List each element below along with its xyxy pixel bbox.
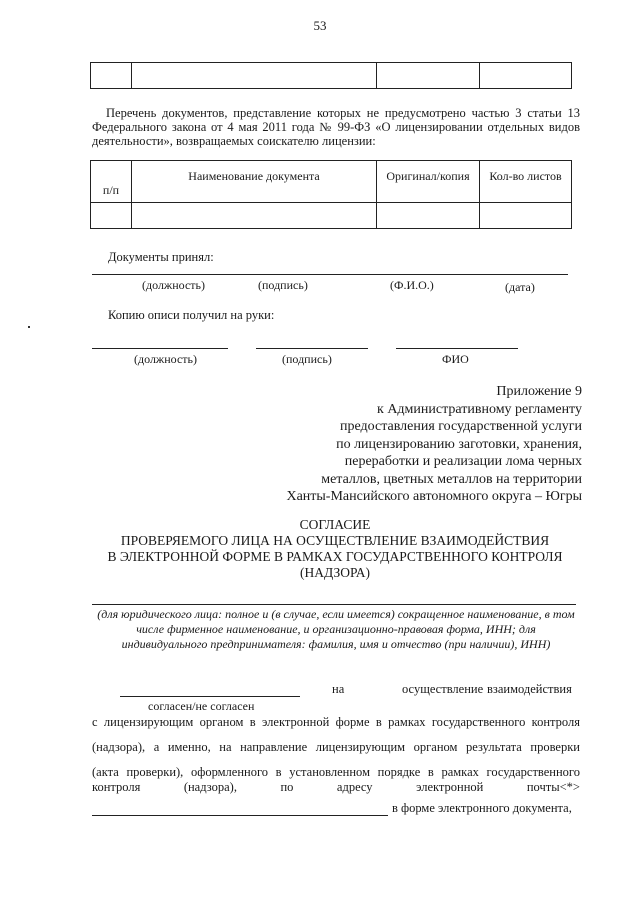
entity-note: (для юридического лица: полное и (в случае, если имеется) сокращенное наименование, в том числе фирменное наименование, и организационно-правовая форма, ИНН; для индивидуального предпринимателя: фамилия, имя и отчество (при наличии), ИНН) (97, 607, 575, 651)
table-cell (377, 203, 480, 229)
agree-line (120, 696, 300, 697)
appendix-line: Ханты-Мансийского автономного округа – Югры (286, 489, 582, 504)
copy-position-caption: (должность) (134, 352, 197, 366)
consent-body-line-5: в форме электронного документа, (392, 801, 572, 815)
accepted-fio-caption: (Ф.И.О.) (390, 278, 434, 292)
consent-title (90, 517, 580, 581)
table-cell (132, 63, 377, 89)
table-cell (91, 203, 132, 229)
table-cell (480, 203, 572, 229)
appendix-line: к Административному регламенту (377, 401, 582, 417)
word: почты<*> (526, 780, 580, 794)
consent-body-line: с лицензирующим органом в электронной форме в рамках государственного контроля (92, 715, 580, 729)
title-line: (НАДЗОРА) (299, 565, 371, 580)
top-table (90, 62, 572, 89)
word: адресу (336, 780, 373, 794)
copy-signature-line (256, 348, 368, 349)
table-cell (480, 63, 572, 89)
table-cell (91, 63, 132, 89)
word-na: на (332, 682, 345, 696)
title-line: В ЭЛЕКТРОННОЙ ФОРМЕ В РАМКАХ ГОСУДАРСТВЕННОГО КОНТРОЛЯ (107, 549, 563, 564)
word: контроля (92, 780, 141, 794)
entity-name-line (92, 604, 576, 605)
page-number: 53 (313, 18, 327, 33)
table-cell (377, 63, 480, 89)
appendix-header (286, 383, 582, 506)
appendix-line: предоставления государственной услуги (340, 419, 582, 434)
copy-fio-caption: ФИО (442, 352, 469, 366)
consent-body-line: (надзора), а именно, на направление лицензирующим органом результата проверки (92, 740, 580, 754)
col-num-header: п/п (91, 161, 132, 203)
word-interaction: взаимодействия (487, 682, 572, 696)
consent-body-line: (акта проверки), оформленного в установленном порядке в рамках государственного (92, 765, 580, 779)
agree-caption: согласен/не согласен (148, 699, 255, 713)
col-original-header: Оригинал/копия (377, 161, 480, 203)
accepted-signature-line (92, 274, 568, 275)
word-implementation: осуществление (402, 682, 484, 696)
word: электронной (416, 780, 484, 794)
accepted-date-caption: (дата) (505, 280, 535, 294)
accepted-label: Документы принял: (108, 250, 214, 264)
copy-received-label: Копию описи получил на руки: (108, 308, 275, 322)
accepted-signature-caption: (подпись) (258, 278, 308, 292)
consent-body-line-4 (92, 780, 580, 795)
accepted-position-caption: (должность) (142, 278, 205, 292)
copy-position-line (92, 348, 228, 349)
email-line (92, 815, 388, 816)
copy-signature-caption: (подпись) (282, 352, 332, 366)
word: (надзора), (183, 780, 237, 794)
title-line: ПРОВЕРЯЕМОГО ЛИЦА НА ОСУЩЕСТВЛЕНИЕ ВЗАИМОДЕЙСТВИЯ (120, 533, 550, 548)
appendix-line: металлов, цветных металлов на территории (321, 471, 582, 487)
title-line: СОГЛАСИЕ (299, 517, 371, 532)
col-name-header: Наименование документа (132, 161, 377, 203)
doc-list-paragraph: Перечень документов, представление которых не предусмотрено частью 3 статьи 13 Федерального закона от 4 мая 2011 года № 99-ФЗ «О лицензировании отдельных видов деятельности», возвращаемых соискателю лицензии: (92, 106, 580, 148)
col-sheets-header: Кол-во листов (480, 161, 572, 203)
appendix-line: Приложение 9 (496, 384, 582, 399)
copy-fio-line (396, 348, 518, 349)
documents-table (90, 160, 572, 229)
appendix-line: по лицензированию заготовки, хранения, (336, 436, 582, 452)
margin-mark (28, 326, 30, 328)
table-cell (132, 203, 377, 229)
appendix-line: переработки и реализации лома черных (344, 454, 582, 469)
word: по (280, 780, 294, 794)
